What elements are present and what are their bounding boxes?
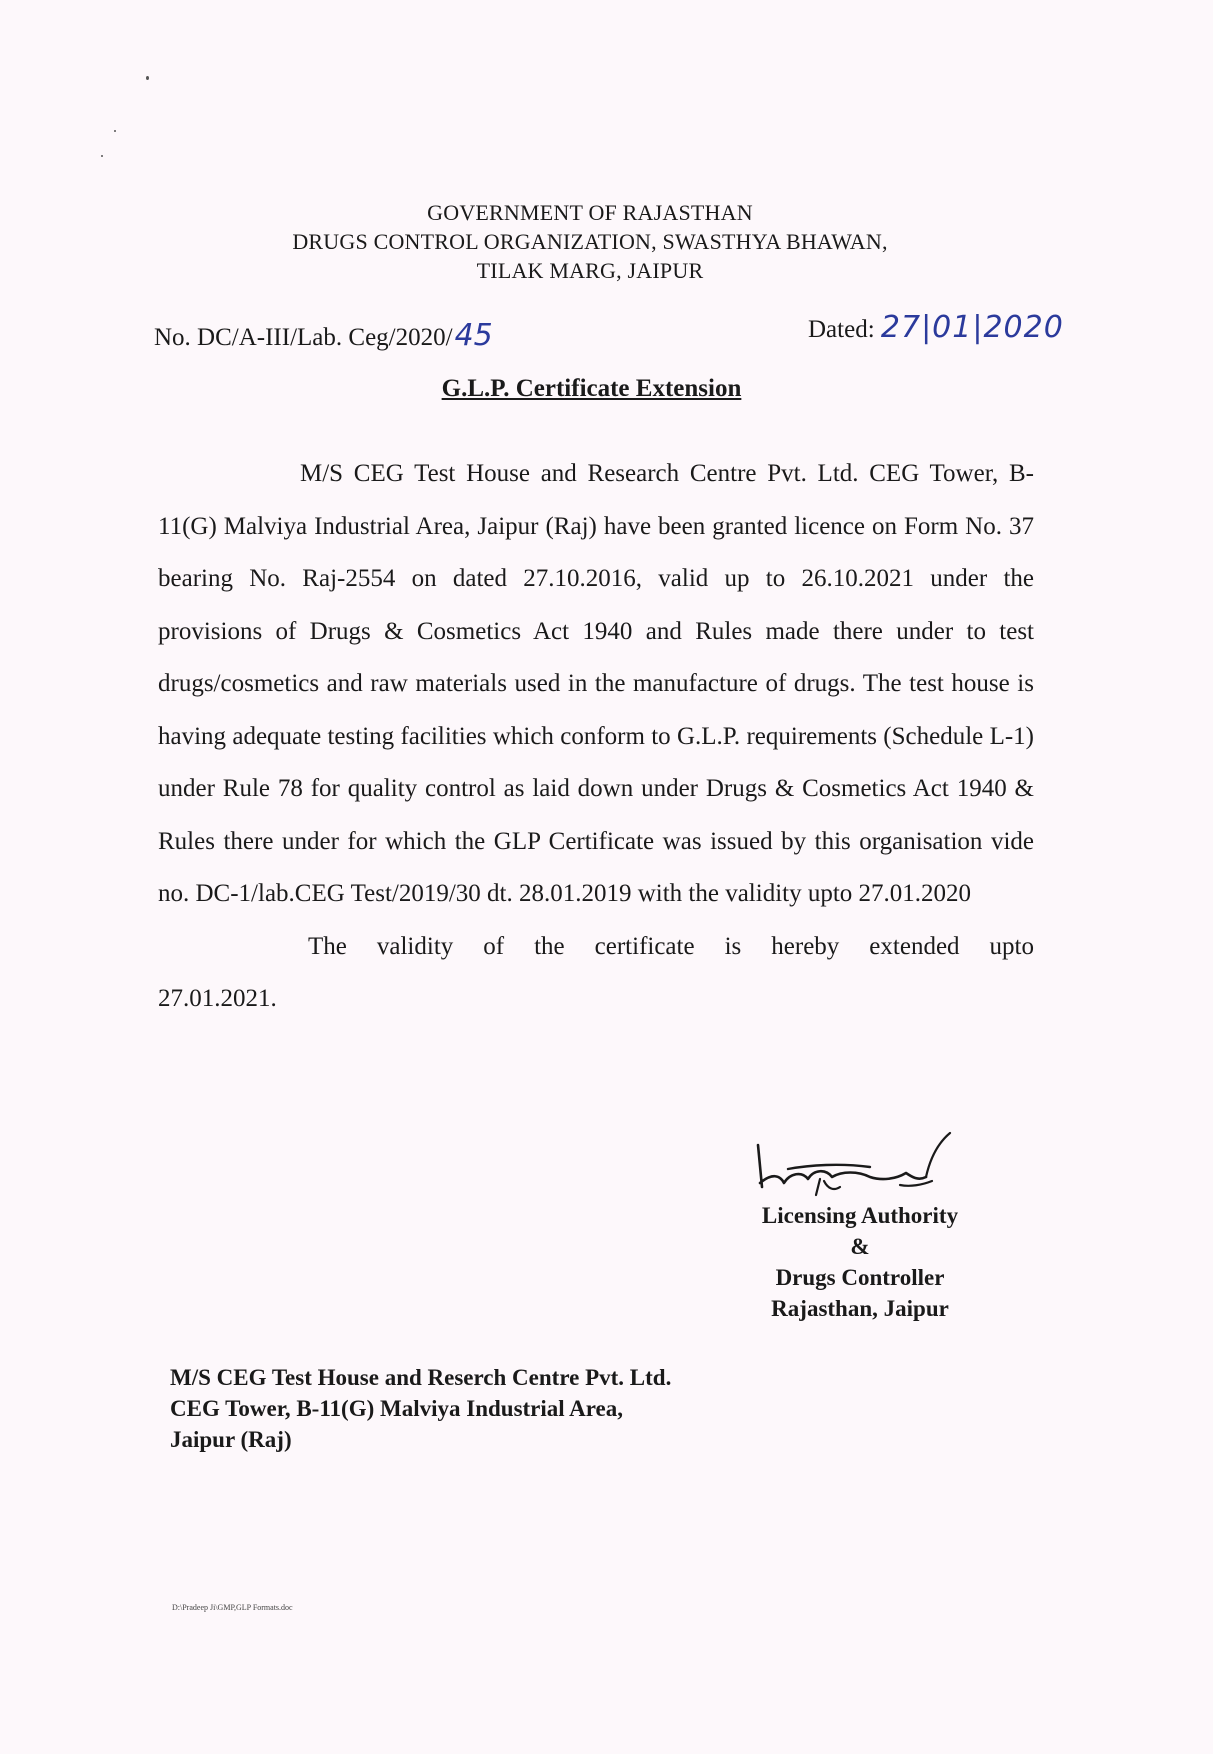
scan-speck (101, 155, 103, 157)
signatory-designation: Drugs Controller (775, 1265, 945, 1290)
addressee-block (170, 1362, 671, 1455)
letterhead-address: TILAK MARG, JAIPUR (476, 258, 704, 283)
handwritten-date: 27|01|2020 (880, 310, 1064, 345)
scan-speck (146, 76, 149, 80)
letterhead-organization: DRUGS CONTROL ORGANIZATION, SWASTHYA BHAWAN, (292, 229, 888, 254)
letterhead (0, 198, 1180, 285)
signatory-location: Rajasthan, Jaipur (771, 1296, 949, 1321)
footer-file-path: D:\Pradeep Ji\GMP,GLP Formats.doc (172, 1603, 293, 1612)
reference-prefix: No. DC/A-III/Lab. Ceg/2020/ (154, 324, 453, 351)
addressee-company: M/S CEG Test House and Reserch Centre Pvt. Ltd. (170, 1365, 672, 1390)
date-label: Dated: (808, 316, 875, 343)
document-title: G.L.P. Certificate Extension (441, 375, 742, 402)
handwritten-reference-number: 45 (454, 318, 493, 353)
signatory-block (740, 1200, 980, 1324)
handwritten-signature (750, 1125, 970, 1205)
reference-number (154, 318, 493, 353)
letterhead-government: GOVERNMENT OF RAJASTHAN (427, 200, 753, 225)
signatory-title: Licensing Authority (761, 1203, 959, 1228)
body-paragraph-extension: The validity of the certificate is hereby extended upto 27.01.2021. (158, 932, 1034, 1012)
addressee-city: Jaipur (Raj) (170, 1427, 292, 1452)
addressee-street: CEG Tower, B-11(G) Malviya Industrial Area, (170, 1396, 624, 1421)
scan-speck (114, 130, 116, 132)
signatory-ampersand: & (850, 1234, 870, 1259)
letter-body (158, 448, 1034, 1026)
body-paragraph-license: M/S CEG Test House and Research Centre Pvt. Ltd. CEG Tower, B-11(G) Malviya Industrial Area, Jaipur (Raj) have been granted licence on Form No. 37 bearing No. Raj-2554 on dated 27.10.2016, valid up to 26.10.2021 under the provisions of Drugs & Cosmetics Act 1940 and Rules made there under to test drugs/cosmetics and raw materials used in the manufacture of drugs. The test house is having adequate testing facilities which conform to G.L.P. requirements (Schedule L-1) under Rule 78 for quality control as laid down under Drugs & Cosmetics Act 1940 & Rules there under for which the GLP Certificate was issued by this organisation vide no. DC-1/lab.CEG Test/2019/30 dt. 28.01.2019 with the validity upto 27.01.2020 (158, 460, 1034, 907)
date-line (808, 310, 1064, 345)
